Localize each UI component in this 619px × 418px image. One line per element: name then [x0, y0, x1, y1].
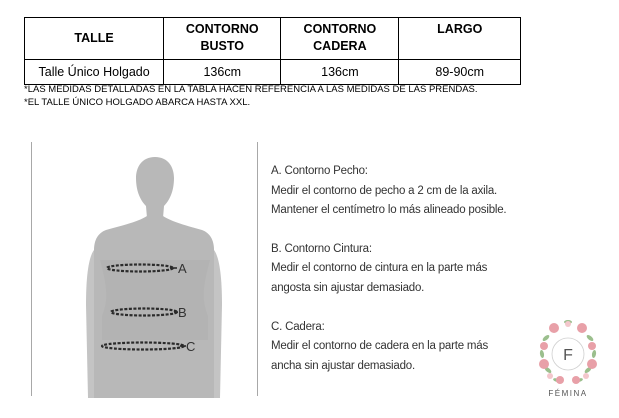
instruction-c-line1: Medir el contorno de cadera en la parte más	[271, 340, 489, 353]
mannequin-figure	[30, 140, 260, 398]
instruction-b-title: B. Contorno Cintura:	[271, 242, 372, 255]
cell-largo: 89-90cm	[399, 60, 521, 85]
header-contorno-busto	[164, 18, 281, 60]
instruction-a	[271, 162, 506, 221]
header-largo: LARGO	[399, 18, 521, 60]
note-talle-unico: *EL TALLE ÚNICO HOLGADO ABARCA HASTA XXL.	[24, 97, 251, 108]
header-contorno-cadera	[281, 18, 399, 60]
instruction-b-line1: Medir el contorno de cintura en la parte más	[271, 262, 488, 275]
instruction-c-title: C. Cadera:	[271, 320, 325, 333]
header-busto-line2: BUSTO	[200, 39, 245, 53]
instruction-a-line1: Medir el contorno de pecho a 2 cm de la axila.	[271, 184, 498, 197]
measurement-instructions	[271, 162, 506, 395]
instruction-c-line2: ancha sin ajustar demasiado.	[271, 359, 415, 372]
marker-c: C	[186, 339, 196, 354]
marker-a: A	[178, 261, 187, 276]
cell-cadera: 136cm	[281, 60, 399, 85]
header-cadera-line2: CADERA	[313, 39, 367, 53]
header-talle: TALLE	[25, 18, 164, 60]
instruction-a-title: A. Contorno Pecho:	[271, 165, 368, 177]
table-row	[25, 60, 521, 85]
mannequin-left-arm	[86, 250, 94, 398]
note-medidas: *LAS MEDIDAS DETALLADAS EN LA TABLA HACEN REFERENCIA A LAS MEDIDAS DE LAS PRENDAS.	[24, 84, 478, 95]
logo-name: FÉMINA	[548, 389, 588, 398]
mannequin-head	[136, 157, 174, 218]
header-cadera-line1: CONTORNO	[303, 22, 377, 36]
cell-talle: Talle Único Holgado	[25, 60, 164, 85]
mannequin-svg	[30, 140, 260, 398]
marker-b: B	[178, 305, 187, 320]
logo-letter: F	[563, 347, 573, 364]
floral-wreath-icon	[536, 318, 600, 388]
table-header-row	[25, 18, 521, 60]
instruction-b-line2: angosta sin ajustar demasiado.	[271, 281, 425, 294]
mannequin-right-arm	[214, 250, 222, 398]
size-table	[24, 17, 521, 85]
instruction-b	[271, 240, 506, 299]
instruction-a-line2: Mantener el centímetro lo más alineado posible.	[271, 204, 507, 217]
header-busto-line1: CONTORNO	[185, 22, 259, 36]
cell-busto: 136cm	[164, 60, 281, 85]
instruction-c	[271, 318, 506, 377]
